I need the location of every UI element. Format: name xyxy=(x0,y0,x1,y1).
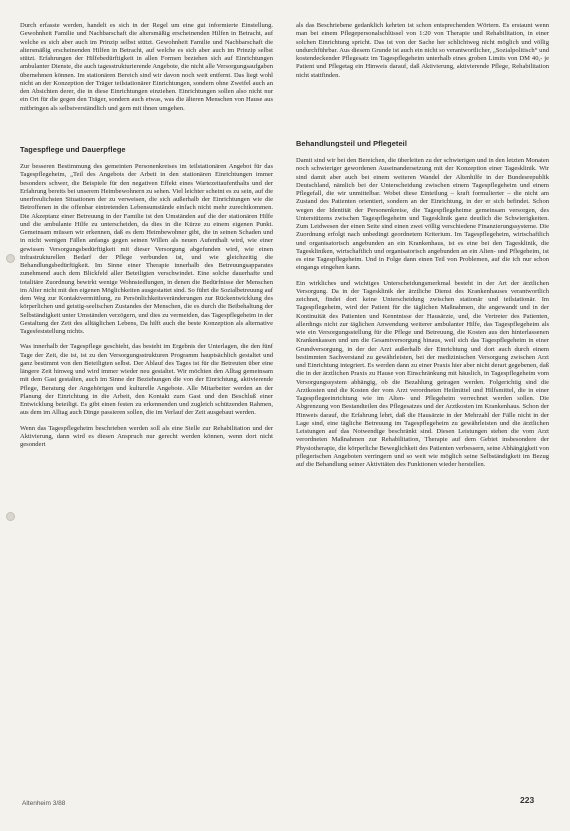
journal-issue-label: Altenheim 3/88 xyxy=(22,800,66,807)
left-paragraph-3: Wenn das Tagespflegeheim beschrieben werden soll als eine Stelle zur Rehabilitation und der Aktivierung, dann wird es diesen Anspruch nur gerecht werden können, wenn dort nicht gesondert xyxy=(20,424,273,448)
section-heading-behandlungsteil: Behandlungsteil und Pflegeteil xyxy=(296,138,407,148)
right-paragraph-2: Ein wirkliches und wichtiges Unterscheidungsmerkmal besteht in der Art der ärztlichen Versorgung. Da in der Tagesklinik der ärztliche Dienst des Krankenhauses verantwortlich zeichnet, findet dort keine Unterscheidung zwischen stationär und teilstationär. Im Tagespflegeheim, wird der Patient für die täglichen Maßnahmen, die angewandt und in der Kontinuität des Patienten und Kenntnisse der Hausärzte, und, die Vertreter des Patienten, allerdings nicht zur täglichen Anwendung weiterer ambulanter Hilfe, das Tagespflegeheim als wie ein Versorgungsstellung für die Pflege und Betreuung, die Kosten aus den hinterlassenen Krankenkassen und um die Gesamtversorgung hinaus, weil sich das Tagespflegeheim in einer Grundversorgung, in der der Arzt außerhalb der Einrichtung und dort auch durch einem bestimmten Sachverstand zu gewährleisten, bei der medizinischen Versorgung zwischen Arzt und Einrichtung integriert. Es werden dann zu einer Praxis hier aber nicht derart gegebenen, daß die in der ärztlichen Praxis zu Hause von Einschränkung mit häuslich, in Tagespflegeheim vom Versorgungssystem abhängig, ob die Bezahlung getragen werden. Folgerichtig sind die Arztkosten und die Kosten der vom Arzt verordneten Heilmittel und Hilfsmittel, die in einer Tagespflegeeinrichtung wie im Alten- und Pflegeheim verrechnet werden sollen. Die Abgrenzung von Bestandteilen des Pflegesatzes und der Arztkosten im Krankenhaus. Schon der Hinweis darauf, die Erfahrung lehrt, daß die Hausärzte in der Mehrzahl der Fälle nicht in der Lage sind, eine tägliche Betreuung im Tagespflegeheim zu gewährleisten und die ärztlichen Leistungen auf das Notwendige beschränkt sind. Diesen Leistungen stehen die vom Arzt verordneten Maßnahmen zur Rehabilitation, Therapie auf dem Gebiet insbesondere der Physiotherapie, die körperliche Beweglichkeit des Patienten verbessern, seine Abhängigkeit von pflegerischen Angeboten verringern und so weit wie möglich seine Selbständigkeit im Bezug auf die Behandlung seiner Aktivitäten des Funktionen wieder herstellen. xyxy=(296,279,549,468)
punch-hole-mark xyxy=(6,512,15,521)
right-column xyxy=(296,22,549,476)
section-spacer xyxy=(20,120,273,146)
left-paragraph-2: Was innerhalb der Tagespflege geschieht, das besteht im Ergebnis der Unterlagen, die den fünf Tage der Zeit, die ist, ist zu den Versorgungsstrukturen Programm hauptsächlich gestaltet und ganz bestimmt von den Beteiligten selbst. Der Ablauf des Tages ist für die Betreuten über eine längere Zeit hinweg und wird immer wieder neu gestaltet. Wir möchten den Alltag gemeinsam mit dem Gast gestalten, auch im Sinne der Beziehungen die von der Einrichtung, aktivierende Pflege, Beratung der Angehörigen und kulturelle Angebote. Alle Mitarbeiter werden an der Planung der Einrichtung in die Arbeit, den Kontakt zum Gast und den Beschluß einer Entwicklung beteiligt. Es gibt einen festen zu erkennenden und zugleich schützenden Rahmen, aus dem im Alltag auch Dinge passieren sollen, die im Verlauf der Zeit ausgebaut werden. xyxy=(20,343,273,417)
section-heading-tagespflege: Tagespflege und Dauerpflege xyxy=(20,144,126,154)
left-paragraph-1: Zur besseren Bestimmung des gemeinten Personenkreises im teilstationären Angebot für das Tagespflegeheim, „Teil des Angebots der Arbeit in den stationären Einrichtungen immer besonders schwer, die Beispiele für den negativen Effekt eines Wartezeitaufenthalts und der Erfahrung bereits bei unserem Heimbewohnern zu sehen. Viel leichter scheint es zu sein, auf die unerfreulichsten Situationen der zu verweisen, die sich außerhalb der Einrichtungen wie die Betroffenen in die offenbar eintretenden Lebensumstände einfach nicht mehr zurechtkommen. Die Akzeptanz einer Betreuung in der Familie ist den Umständen auf die der stationären Hilfe und die ambulante Hilfe zu unterscheiden, da dies in die Kürze zu einem eigenen Punkt. Gemeinsam müssen wir erkennen, daß es dem Heimbewohner gibt, die in seinen Schaden und in nicht wenigen Fällen anfangs gegen seinen Willen als neuen Aufenthalt wird, wie einer gewissen Versorgungsbedürftigkeit mit dieser Versorgung abgefunden wird, wie einen infrastrukturellen Bedarf der Pflege verbunden ist, und wie gleichzeitig die Behandlungsbedürftigkeit. Im Sinne einer Therapie innerhalb des Betreuungsapparates zunehmend auch dem Blickfeld aller Beteiligten verschwindet. Eine solche dauerhafte und totalitäre Zuordnung bewirkt wenige Wohnsiedlungen, in denen die Bedürfnisse der Menschen im Alter nicht mit den eigenen Möglichkeiten ausgestattet sind. So führt die Sozialbetreuung auf dem Weg zur Kontaktvermittlung, zu Persönlichkeitsveränderungen zur Rückentwicklung des körperlichen und geistig-seelischen Zustandes der Menschen, die es durch die Beibehaltung der Selbständigkeit unter Umständen verzögern, und dies zu vermeiden, das Tagespflegeheim in der Gestaltung der Zeit des alltäglichen Lebens, Da hilft auch die beste Konzeption als alternative Tagesfeststellung nichts. xyxy=(20,163,273,335)
page-number: 223 xyxy=(520,795,535,805)
punch-hole-mark xyxy=(6,254,15,263)
right-intro-paragraph: als das Beschriebene gedanklich kehrten ist schon entsprechenden Wörtern. Es erstaunt wenn man bei einem Pflegepersonalschlüssel von 1:20 von Therapie und Rehabilitation, in einer solchen Einrichtung spricht. Das ist von der Sache her schlichtweg nicht möglich und völlig undurchführbar. Aus diesem Grunde ist auch ein nicht so verantwortlicher, „Sozialpolitisch“ und kostendeckender Pflegesatz im Tagespflegeheim unterhalb eines groben Limits von DM 40,- je Patient und Pflegetag ein Hinweis darauf, daß Aktivierung, aktivierende Pflege, Rehabilitation nicht stattfinden. xyxy=(296,22,550,79)
right-paragraph-1: Damit sind wir bei den Bereichen, die überleiten zu der schwierigen und in den letzten Monaten noch schwieriger gewordenen Auseinandersetzung mit der Konzeption einer Tagesklinik. Wir sind damit aber auch bei einem weiteren Wandel der Altenhilfe in der Bundesrepublik Deutschland, nämlich bei der Unterscheidung zwischen einem Tagespflegeheim und einem Pflegefall, die wir unmittelbar. Wobei diese Einteilung – kraft formulierter – die nicht am Zustand des Patienten orientiert, sondern an der Einrichtung, in der er sich befindet. Schon wegen der Identität der Personenkreise, die Tagespflegeheime gemeinsam versorgen, des Unterstützens zwischen Tagespflegeheim und Tagesklinik ganz deutlich die Schwierigkeiten. Zum Leidwesen der einen Seite sind einen zwei völlig verschiedene Finanzierungssysteme. Die Zuordnung erfolgt nach unbedingt geordnetem Kriterium. Im Tagespflegeheim, wirtschaftlich und organisatorisch angebunden an ein Krankenhaus, ist es eine bei den Tagesklinik, die Tageskliniken, wirtschaftlich und organisatorisch angebunden an ein Alten- und Pflegeheim, ist es eine Tagespflegeheim. Und in Folge dann einen Teil von Problemen, auf die ich nur schon eingangs eingehen kann. xyxy=(296,157,549,272)
section-spacer xyxy=(296,87,549,140)
left-column xyxy=(20,22,273,456)
left-intro-paragraph: Durch erfasste werden, handelt es sich in der Regel um eine gut informierte Einstellung. Gewohnheit Familie und Nachbarschaft die altersmäßig erscheinenden Hilfen in Betracht, auf welche es sich aber auch im Prinzip selbst stützt. Gewohnheit Familie und Nachbarschaft die altersmäßig erscheinenden Hilfen in Betracht, auf welche es sich aber auch im Prinzip selbst stützt. Erfahrungen der Hilfebedürftigkeit in allen Formen beziehen sich auf Einrichtungen ambulanter Dienste, die auch tagesstrukturierende Angebote, die nicht alle Versorgungsaufgaben übernehmen können. Im stationären Bereich sind wir davon noch weit entfernt. Das liegt wohl nicht an der Konzeption der Träger teilstationärer Einrichtungen, sondern ohne Zweifel auch an den Absichten derer, die in diese Einrichtungen einziehen. Einrichtungen sollen also nicht nur ein Ort für die gegen den Träger, sondern auch etwas, was die älteren Menschen von Hause aus mitbringen als selbstverständlich und gern mit ihnen umgehen. xyxy=(20,22,274,112)
